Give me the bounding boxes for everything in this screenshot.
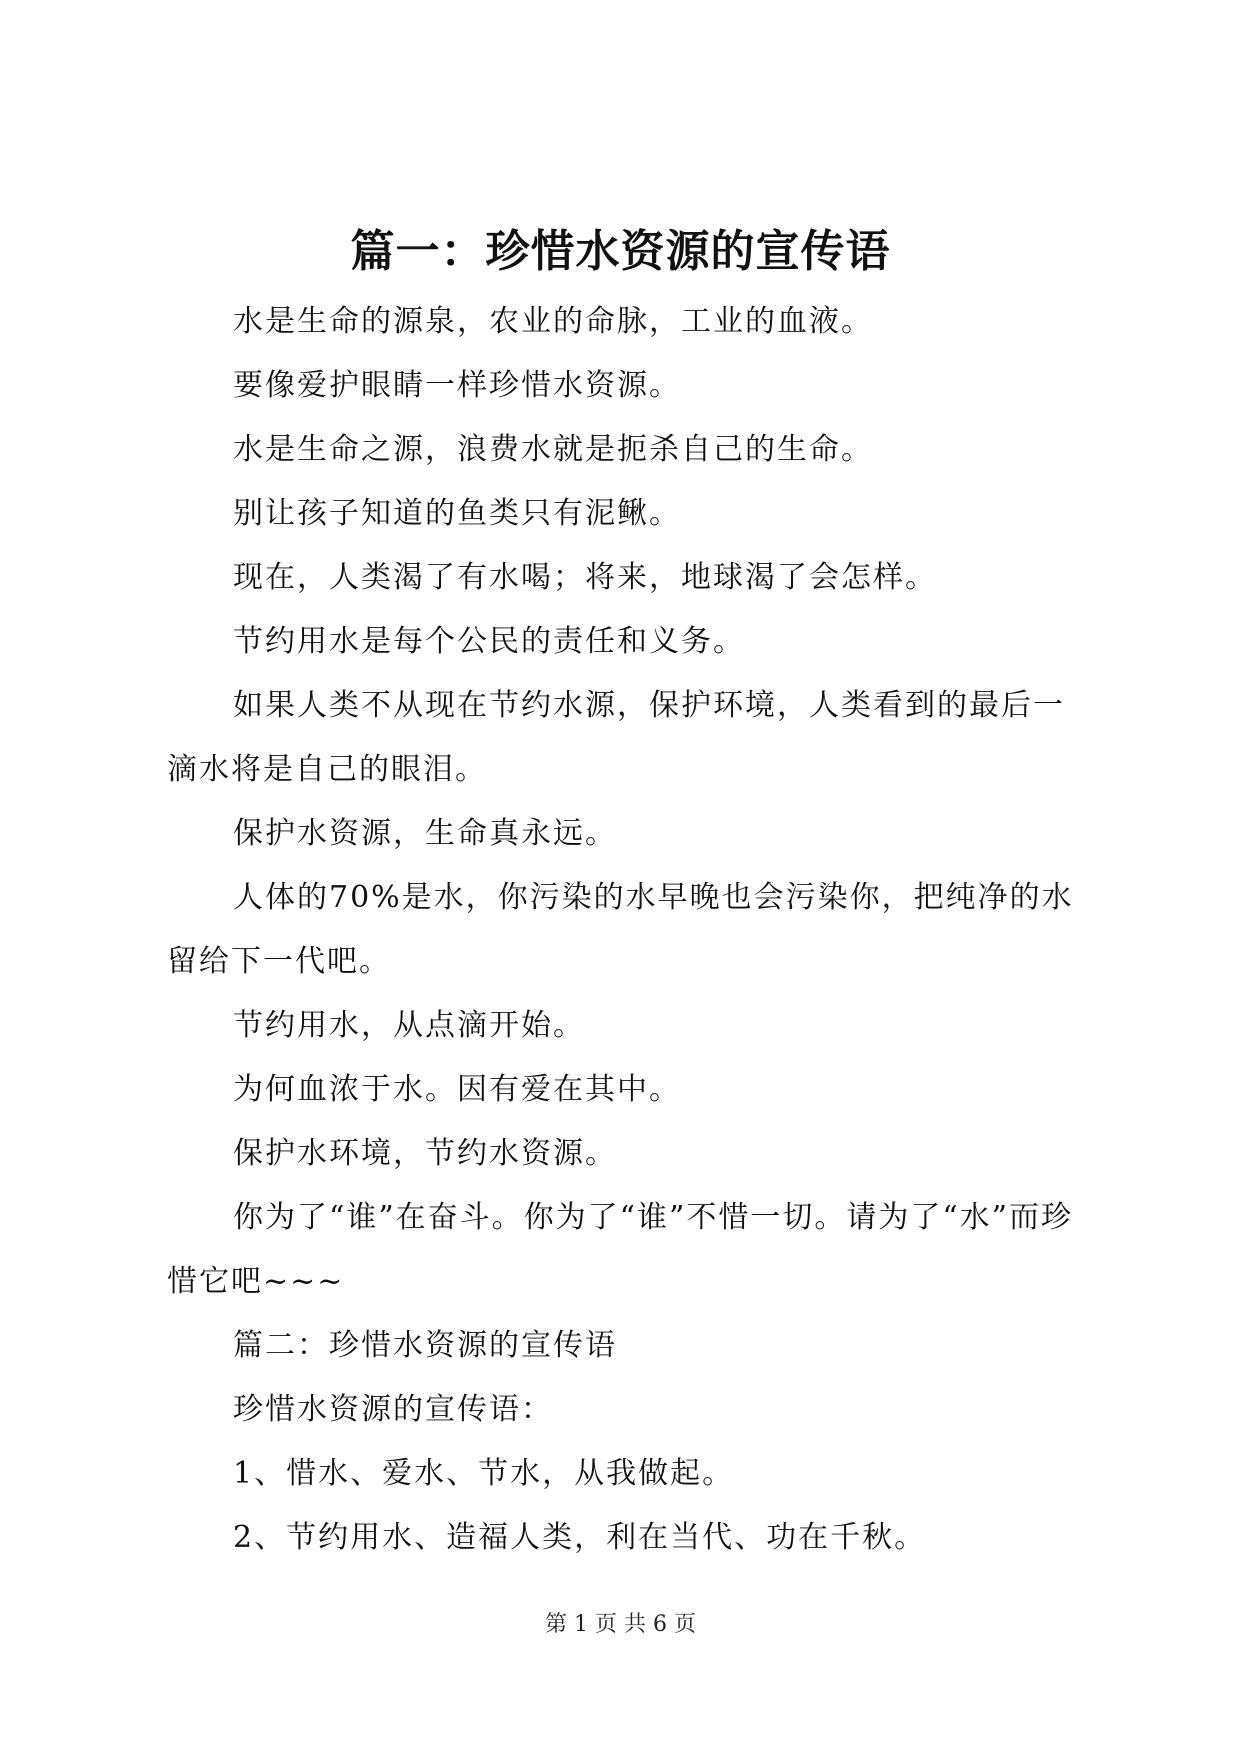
paragraph: 人体的70%是水，你污染的水早晚也会污染你，把纯净的水留给下一代吧。 <box>167 880 1074 979</box>
paragraph: 现在，人类渴了有水喝；将来，地球渴了会怎样。 <box>233 560 937 595</box>
list-item: 2、节约用水、造福人类，利在当代、功在千秋。 <box>233 1520 927 1555</box>
paragraph: 水是生命之源，浪费水就是扼杀自己的生命。 <box>233 432 873 467</box>
paragraph: 要像爱护眼睛一样珍惜水资源。 <box>233 368 681 403</box>
document-body <box>167 290 1087 1570</box>
paragraph: 你为了“谁”在奋斗。你为了“谁”不惜一切。请为了“水”而珍惜它吧~~~ <box>167 1200 1074 1299</box>
list-item: 1、惜水、爱水、节水，从我做起。 <box>233 1456 735 1491</box>
paragraph: 为何血浓于水。因有爱在其中。 <box>233 1072 681 1107</box>
document-title: 篇一：珍惜水资源的宣传语 <box>350 226 891 277</box>
paragraph: 节约用水，从点滴开始。 <box>233 1008 585 1043</box>
paragraph: 如果人类不从现在节约水源，保护环境，人类看到的最后一滴水将是自己的眼泪。 <box>167 688 1065 787</box>
paragraph: 水是生命的源泉，农业的命脉，工业的血液。 <box>233 304 873 339</box>
paragraph: 保护水资源，生命真永远。 <box>233 816 617 851</box>
paragraph: 珍惜水资源的宣传语： <box>233 1392 553 1427</box>
paragraph: 保护水环境，节约水资源。 <box>233 1136 617 1171</box>
paragraph: 节约用水是每个公民的责任和义务。 <box>233 624 745 659</box>
page-footer: 第 1 页 共 6 页 <box>545 1612 696 1637</box>
section-heading: 篇二：珍惜水资源的宣传语 <box>233 1328 617 1363</box>
paragraph: 别让孩子知道的鱼类只有泥鳅。 <box>233 496 681 531</box>
